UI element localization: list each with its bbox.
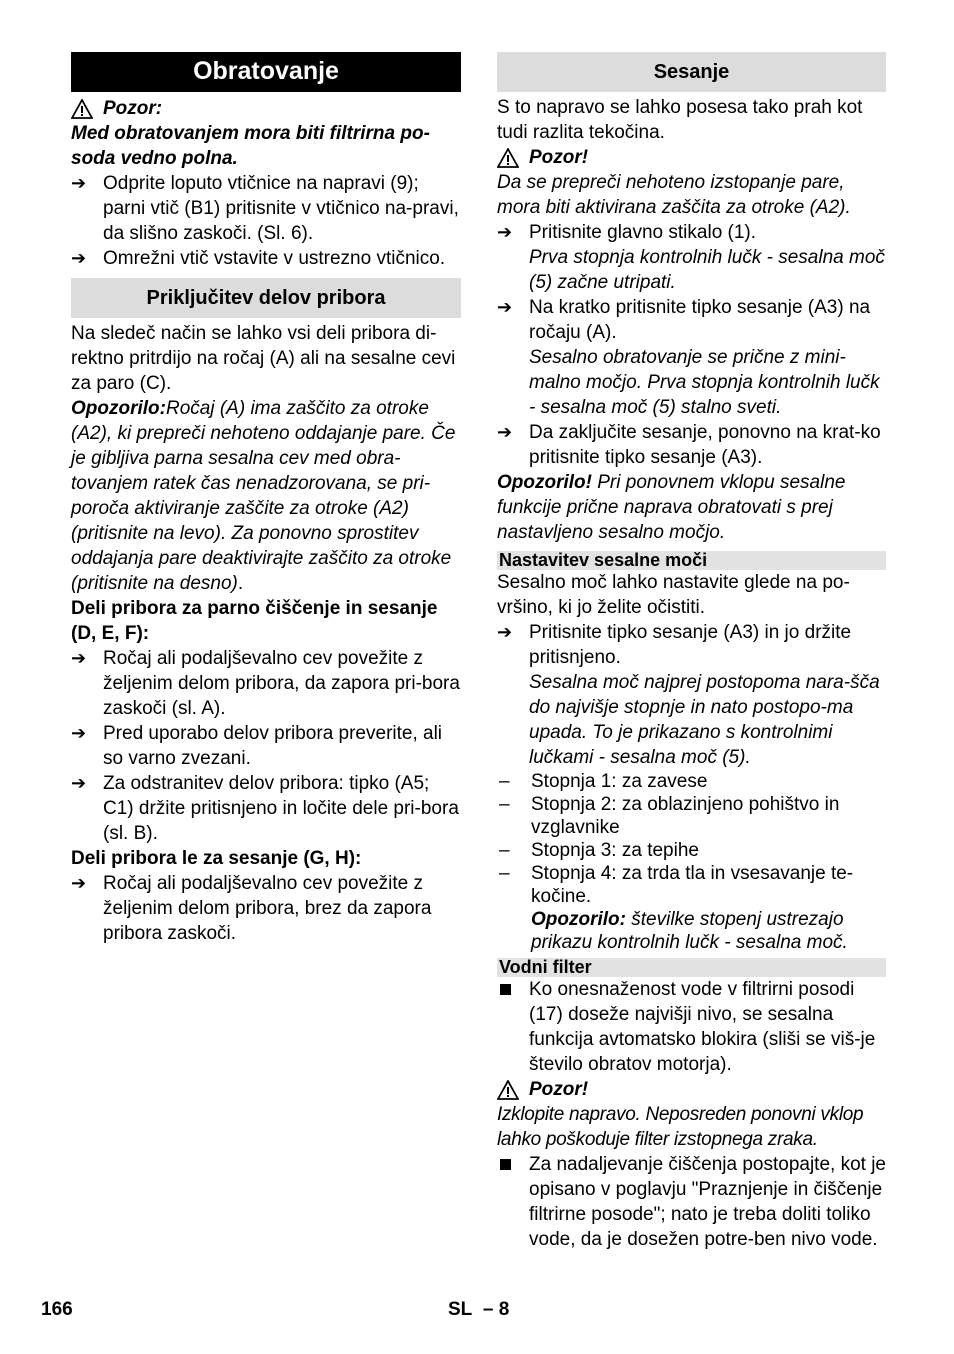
list-item: Ko onesnaženost vode v filtrirni posodi (17) doseže najvišji nivo, se sesalna funkcija avtomatsko blokira (sliši se viš-je število obratov motorja).: [497, 977, 886, 1077]
square-bullet-icon: [500, 984, 511, 995]
left-column: [71, 52, 461, 946]
warning-label: Pozor:: [103, 98, 163, 119]
warning-text: Da se prepreči nehoteno izstopanje pare, mora biti aktivirana zaščita za otroke (A2).: [497, 172, 851, 218]
note-paragraph: Opozorilo:Ročaj (A) ima zaščito za otroke (A2), ki prepreči nehoteno oddajanje pare. Če je gibljiva parna sesalna cev med obra-tovanjem ratek čas nenadzorovana, se pri-poroča aktiviranje zaščite za otroke (A2) (pritisnite na levo). Za ponovno sprostitev oddajanja pare deaktivirajte zaščito za otroke (pritisnite na desno).: [71, 398, 456, 594]
square-bullet-icon: [500, 1159, 511, 1170]
arrow-right-icon: ➔: [497, 422, 513, 442]
arrow-right-icon: ➔: [71, 248, 87, 268]
level-item: – Stopnja 4: za trda tla in vsesavanje te-kočine. Opozorilo: številke stopenj ustrezajo prikazu kontrolnih lučk - sesalna moč.: [499, 863, 854, 953]
list-item: ➔ Za odstranitev delov pribora: tipko (A5; C1) držite pritisnjeno in ločite dele pri-bora (sl. B).: [71, 773, 459, 844]
subheading-steam-parts: Deli pribora za parno čiščenje in sesanje (D, E, F):: [71, 598, 438, 644]
arrow-right-icon: ➔: [497, 622, 513, 642]
list-item: ➔ Omrežni vtič vstavite v ustrezno vtičnico.: [71, 248, 446, 269]
arrow-right-icon: ➔: [71, 773, 87, 793]
warning-heading: [497, 1077, 886, 1102]
dash-bullet-icon: –: [499, 840, 510, 861]
level-item: – Stopnja 2: za oblazinjeno pohištvo in vzglavnike: [499, 794, 840, 838]
list-item: ➔ Pritisnite glavno stikalo (1). Prva stopnja kontrolnih lučk - sesalna moč (5) začne utripati.: [497, 222, 885, 293]
subsection-intro: Sesalno moč lahko nastavite glede na po-vršino, ki jo želite očistiti.: [497, 572, 850, 618]
warning-label: Pozor!: [529, 147, 589, 168]
warning-triangle-icon: [497, 148, 519, 168]
warning-triangle-icon: [497, 1080, 519, 1100]
page-number: 166: [41, 1299, 73, 1320]
list-item: ➔ Odprite loputo vtičnice na napravi (9); parni vtič (B1) pritisnite v vtičnico na-pravi, da slišno zaskoči. (Sl. 6).: [71, 173, 459, 244]
list-item: ➔ Pritisnite tipko sesanje (A3) in jo držite pritisnjeno. Sesalna moč najprej postopoma nara-šča do najvišje stopnje in nato postopo-ma upada. To je prikazano s kontrolnimi lučkami - sesalna moč (5).: [497, 622, 880, 768]
list-item: ➔ Da zaključite sesanje, ponovno na krat-ko pritisnite tipko sesanje (A3).: [497, 422, 881, 468]
arrow-right-icon: ➔: [497, 222, 513, 242]
warning-label: Pozor!: [529, 1079, 589, 1100]
subsection-title-water-filter: Vodni filter: [497, 958, 886, 977]
level-item: – Stopnja 3: za tepihe: [499, 840, 699, 861]
section-title-obratovanje: Obratovanje: [71, 52, 461, 92]
subheading-suction-parts: Deli pribora le za sesanje (G, H):: [71, 848, 362, 869]
list-item: ➔ Ročaj ali podaljševalno cev povežite z željenim delom pribora, da zapora pri-bora zaskoči (sl. A).: [71, 648, 460, 719]
arrow-right-icon: ➔: [71, 173, 87, 193]
list-item: ➔ Ročaj ali podaljševalno cev povežite z željenim delom pribora, brez da zapora pribora zaskoči.: [71, 873, 432, 944]
warning-heading: [71, 96, 461, 121]
note-paragraph: Opozorilo! Pri ponovnem vklopu sesalne funkcije prične naprava obratovati s prej nastavljeno sesalno močjo.: [497, 472, 846, 543]
warning-heading: [497, 145, 886, 170]
level-item: – Stopnja 1: za zavese: [499, 771, 708, 792]
list-item: Za nadaljevanje čiščenja postopajte, kot je opisano v poglavju "Praznjenje in čiščenje filtrirne posode"; nato je treba doliti toliko vode, da je dosežen potre-ben nivo vode.: [497, 1152, 886, 1252]
section-title-prikljucitev: Priključitev delov pribora: [71, 278, 461, 318]
warning-text: Med obratovanjem mora biti filtrirna po-soda vedno polna.: [71, 123, 430, 169]
arrow-right-icon: ➔: [71, 648, 87, 668]
arrow-right-icon: ➔: [71, 873, 87, 893]
dash-bullet-icon: –: [499, 771, 510, 792]
warning-triangle-icon: [71, 99, 93, 119]
right-column: [497, 52, 886, 1252]
dash-bullet-icon: –: [499, 863, 510, 884]
footer-section: SL – 8: [448, 1299, 510, 1320]
section-title-sesanje: Sesanje: [497, 52, 886, 92]
subsection-title-suction-power: Nastavitev sesalne moči: [497, 551, 886, 570]
intro-paragraph: S to napravo se lahko posesa tako prah kot tudi razlita tekočina.: [497, 97, 863, 143]
dash-bullet-icon: –: [499, 794, 510, 815]
intro-paragraph: Na sledeč način se lahko vsi deli pribora di-rektno pritrdijo na ročaj (A) ali na sesalne cevi za paro (C).: [71, 323, 456, 394]
warning-text: Izklopite napravo. Neposreden ponovni vklop lahko poškoduje filter izstopnega zraka.: [497, 1104, 864, 1150]
arrow-right-icon: ➔: [497, 297, 513, 317]
list-item: ➔ Na kratko pritisnite tipko sesanje (A3) na ročaju (A). Sesalno obratovanje se prične z mini-malno močjo. Prva stopnja kontrolnih lučk - sesalna moč (5) stalno sveti.: [497, 297, 880, 418]
list-item: ➔ Pred uporabo delov pribora preverite, ali so varno zvezani.: [71, 723, 443, 769]
arrow-right-icon: ➔: [71, 723, 87, 743]
